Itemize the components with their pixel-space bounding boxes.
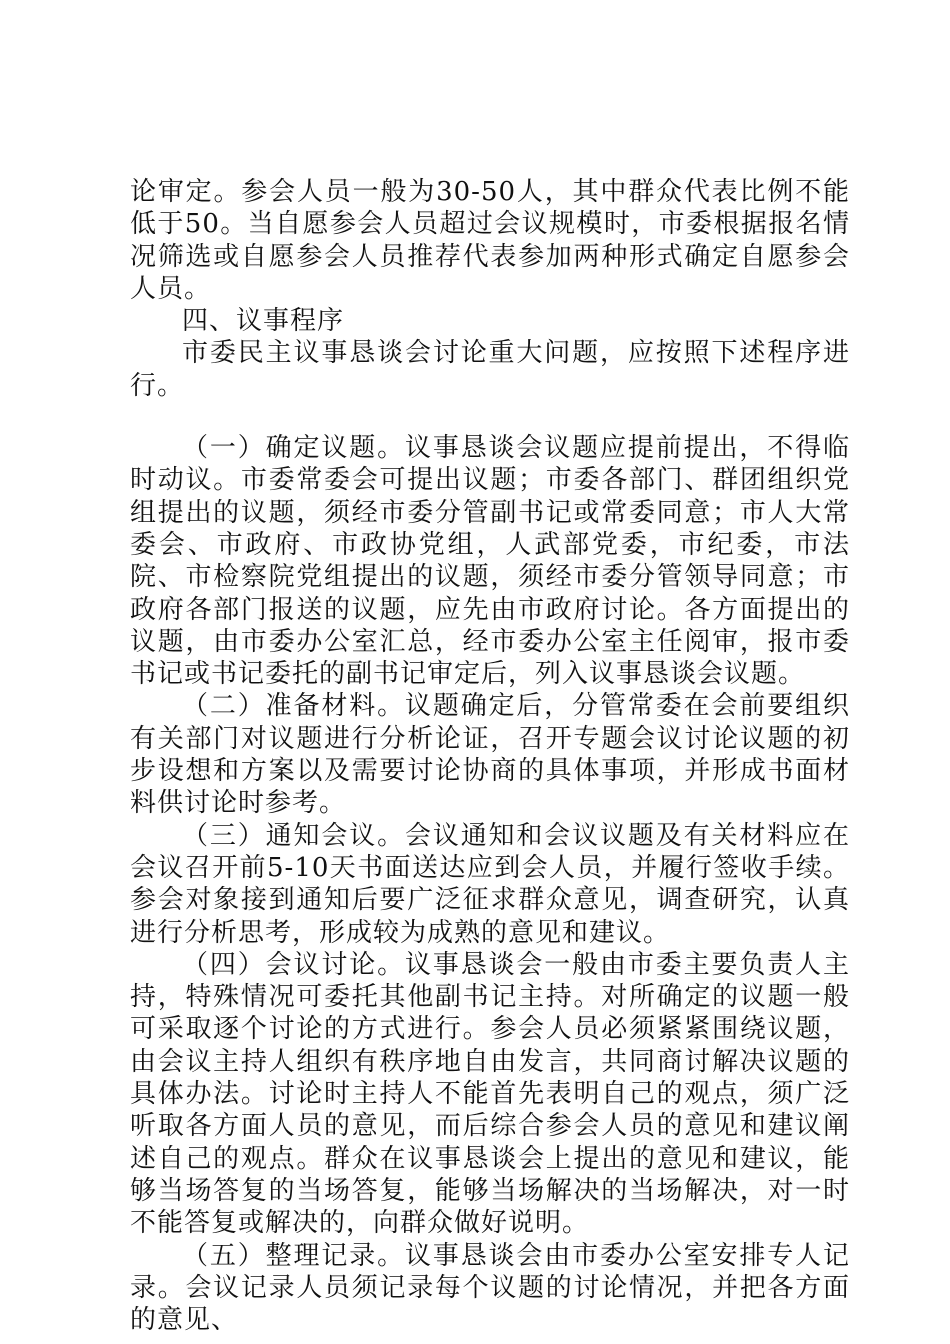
document-body	[130, 176, 850, 1336]
paragraph-step-4: （四）会议讨论。议事恳谈会一般由市委主要负责人主持，特殊情况可委托其他副书记主持。对所确定的议题一般可采取逐个讨论的方式进行。参会人员必须紧紧围绕议题，由会议主持人组织有秩序地自由发言，共同商讨解决议题的具体办法。讨论时主持人不能首先表明自己的观点，须广泛听取各方面人员的意见，而后综合参会人员的意见和建议阐述自己的观点。群众在议事恳谈会上提出的意见和建议，能够当场答复的当场答复，能够当场解决的当场解决，对一时不能答复或解决的，向群众做好说明。	[130, 949, 850, 1239]
section-heading: 四、议事程序	[182, 306, 345, 337]
paragraph-continuation: 论审定。参会人员一般为30-50人，其中群众代表比例不能低于50。当自愿参会人员超过会议规模时，市委根据报名情况筛选或自愿参会人员推荐代表参加两种形式确定自愿参会人员。	[130, 177, 850, 304]
paragraph-step-3: （三）通知会议。会议通知和会议议题及有关材料应在会议召开前5-10天书面送达应到会人员，并履行签收手续。参会对象接到通知后要广泛征求群众意见，调查研究，认真进行分析思考，形成较为成熟的意见和建议。	[130, 820, 850, 948]
paragraph-intro: 市委民主议事恳谈会讨论重大问题，应按照下述程序进行。	[130, 338, 850, 401]
paragraph-step-5: （五）整理记录。议事恳谈会由市委办公室安排专人记录。会议记录人员须记录每个议题的讨论情况，并把各方面的意见、	[130, 1240, 850, 1336]
paragraph-step-2: （二）准备材料。议题确定后，分管常委在会前要组织有关部门对议题进行分析论证，召开专题会议讨论议题的初步设想和方案以及需要讨论协商的具体事项，并形成书面材料供讨论时参考。	[130, 691, 850, 819]
paragraph-step-1: （一）确定议题。议事恳谈会议题应提前提出，不得临时动议。市委常委会可提出议题；市委各部门、群团组织党组提出的议题，须经市委分管副书记或常委同意；市人大常委会、市政府、市政协党组，人武部党委，市纪委，市法院、市检察院党组提出的议题，须经市委分管领导同意；市政府各部门报送的议题，应先由市政府讨论。各方面提出的议题，由市委办公室汇总，经市委办公室主任阅审，报市委书记或书记委托的副书记审定后，列入议事恳谈会议题。	[130, 433, 850, 690]
